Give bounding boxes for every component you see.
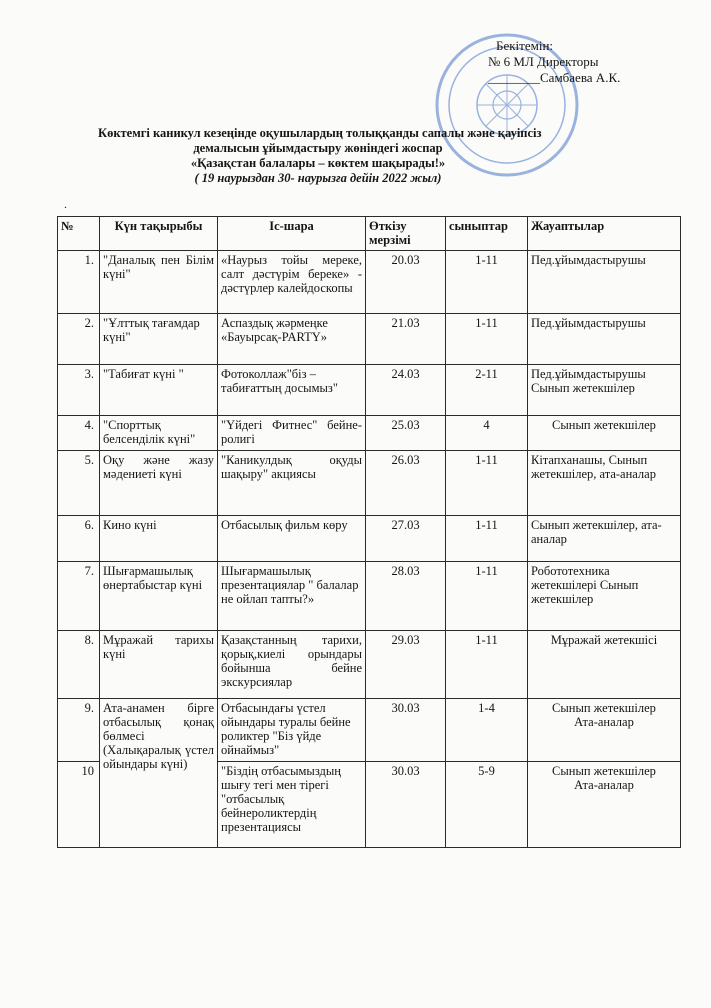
- header-num: №: [58, 217, 100, 251]
- row-num: 1.: [58, 251, 100, 314]
- row-event: "Каникулдық оқуды шақыру" акциясы: [218, 451, 366, 516]
- row-topic: Ата-анамен бірге отбасылық қонақ бөлмесі (Халықаралық үстел ойындары күні): [100, 699, 218, 848]
- document-title: [98, 126, 542, 186]
- row-num: 10: [58, 762, 100, 848]
- row-grades: 1-11: [446, 314, 528, 365]
- row-num: 9.: [58, 699, 100, 762]
- title-line-2: демалысын ұйымдастыру жөніндегі жоспар: [193, 141, 443, 155]
- row-topic: "Табиғат күні ": [100, 365, 218, 416]
- row-responsible: Сынып жетекшілер Ата-аналар: [528, 762, 681, 848]
- row-responsible: Пед.ұйымдастырушы Сынып жетекшілер: [528, 365, 681, 416]
- row-topic: "Спорттық белсенділік күні": [100, 416, 218, 451]
- row-responsible: Сынып жетекшілер: [528, 416, 681, 451]
- row-responsible: Пед.ұйымдастырушы: [528, 251, 681, 314]
- row-num: 2.: [58, 314, 100, 365]
- header-event: Іс-шара: [218, 217, 366, 251]
- approval-line-3: ________Самбаева А.К.: [488, 70, 621, 85]
- table-row: [58, 251, 681, 314]
- row-grades: 1-11: [446, 451, 528, 516]
- row-event: Шығармашылық презентациялар " балалар не ойлап тапты?»: [218, 562, 366, 631]
- table-row: [58, 314, 681, 365]
- row-responsible: Сынып жетекшілер Ата-аналар: [528, 699, 681, 762]
- row-grades: 1-4: [446, 699, 528, 762]
- row-date: 27.03: [366, 516, 446, 562]
- row-responsible: Сынып жетекшілер, ата-аналар: [528, 516, 681, 562]
- row-date: 29.03: [366, 631, 446, 699]
- table-row: [58, 699, 681, 762]
- row-responsible: Робототехника жетекшілері Сынып жетекшілер: [528, 562, 681, 631]
- row-num: 5.: [58, 451, 100, 516]
- row-num: 6.: [58, 516, 100, 562]
- row-grades: 5-9: [446, 762, 528, 848]
- row-num: 3.: [58, 365, 100, 416]
- row-num: 4.: [58, 416, 100, 451]
- approval-line-2: № 6 МЛ Директоры: [488, 54, 599, 69]
- header-grades: сыныптар: [446, 217, 528, 251]
- row-event: "Үйдегі Фитнес" бейне-ролигі: [218, 416, 366, 451]
- row-topic: Мұражай тарихы күні: [100, 631, 218, 699]
- row-num: 8.: [58, 631, 100, 699]
- row-grades: 1-11: [446, 631, 528, 699]
- row-topic: "Ұлттық тағамдар күні": [100, 314, 218, 365]
- row-topic: Кино күні: [100, 516, 218, 562]
- row-topic: "Даналық пен Білім күні": [100, 251, 218, 314]
- row-topic: Оқу және жазу мәдениеті күні: [100, 451, 218, 516]
- row-event: Фотоколлаж"біз – табиғаттың досымыз": [218, 365, 366, 416]
- row-date: 24.03: [366, 365, 446, 416]
- row-grades: 1-11: [446, 562, 528, 631]
- row-grades: 2-11: [446, 365, 528, 416]
- plan-table: [57, 216, 681, 848]
- row-responsible: Мұражай жетекшісі: [528, 631, 681, 699]
- row-responsible: Кітапханашы, Сынып жетекшілер, ата-аналар: [528, 451, 681, 516]
- row-date: 26.03: [366, 451, 446, 516]
- row-date: 21.03: [366, 314, 446, 365]
- stray-dot: .: [64, 197, 67, 211]
- table-row: [58, 516, 681, 562]
- header-date: Өткізу мерзімі: [366, 217, 446, 251]
- approval-block: [478, 38, 678, 86]
- row-topic: Шығармашылық өнертабыстар күні: [100, 562, 218, 631]
- row-date: 20.03: [366, 251, 446, 314]
- row-date: 30.03: [366, 762, 446, 848]
- table-header-row: [58, 217, 681, 251]
- header-topic: Күн тақырыбы: [100, 217, 218, 251]
- table-row: [58, 365, 681, 416]
- row-responsible: Пед.ұйымдастырушы: [528, 314, 681, 365]
- row-date: 28.03: [366, 562, 446, 631]
- table-row: [58, 631, 681, 699]
- row-date: 25.03: [366, 416, 446, 451]
- table-row: [58, 451, 681, 516]
- row-event: Отбасылық фильм көру: [218, 516, 366, 562]
- row-event: Отбасындағы үстел ойындары туралы бейне роликтер "Біз үйде ойнаймыз": [218, 699, 366, 762]
- row-date: 30.03: [366, 699, 446, 762]
- row-event: "Біздің отбасымыздың шығу тегі мен тірегі "отбасылық бейнероликтердің презентациясы: [218, 762, 366, 848]
- row-grades: 1-11: [446, 251, 528, 314]
- header-responsible: Жауаптылар: [528, 217, 681, 251]
- title-line-1: Көктемгі каникул кезеңінде оқушылардың толыққанды сапалы және қауіпсіз: [98, 126, 542, 140]
- table-row: [58, 416, 681, 451]
- table-row: [58, 562, 681, 631]
- title-line-4: ( 19 наурыздан 30- наурызға дейін 2022 жыл): [194, 171, 442, 185]
- approval-line-1: Бекітемін:: [496, 38, 554, 53]
- row-event: Қазақстанның тарихи, қорық,киелі орындары бойынша бейне экскурсиялар: [218, 631, 366, 699]
- row-event: Аспаздық жәрмеңке «Бауырсақ-PARTY»: [218, 314, 366, 365]
- title-line-3: «Қазақстан балалары – көктем шақырады!»: [190, 156, 446, 170]
- row-grades: 1-11: [446, 516, 528, 562]
- row-event: «Наурыз тойы мереке, салт дәстүрім береке» - дәстүрлер калейдоскопы: [218, 251, 366, 314]
- row-num: 7.: [58, 562, 100, 631]
- row-grades: 4: [446, 416, 528, 451]
